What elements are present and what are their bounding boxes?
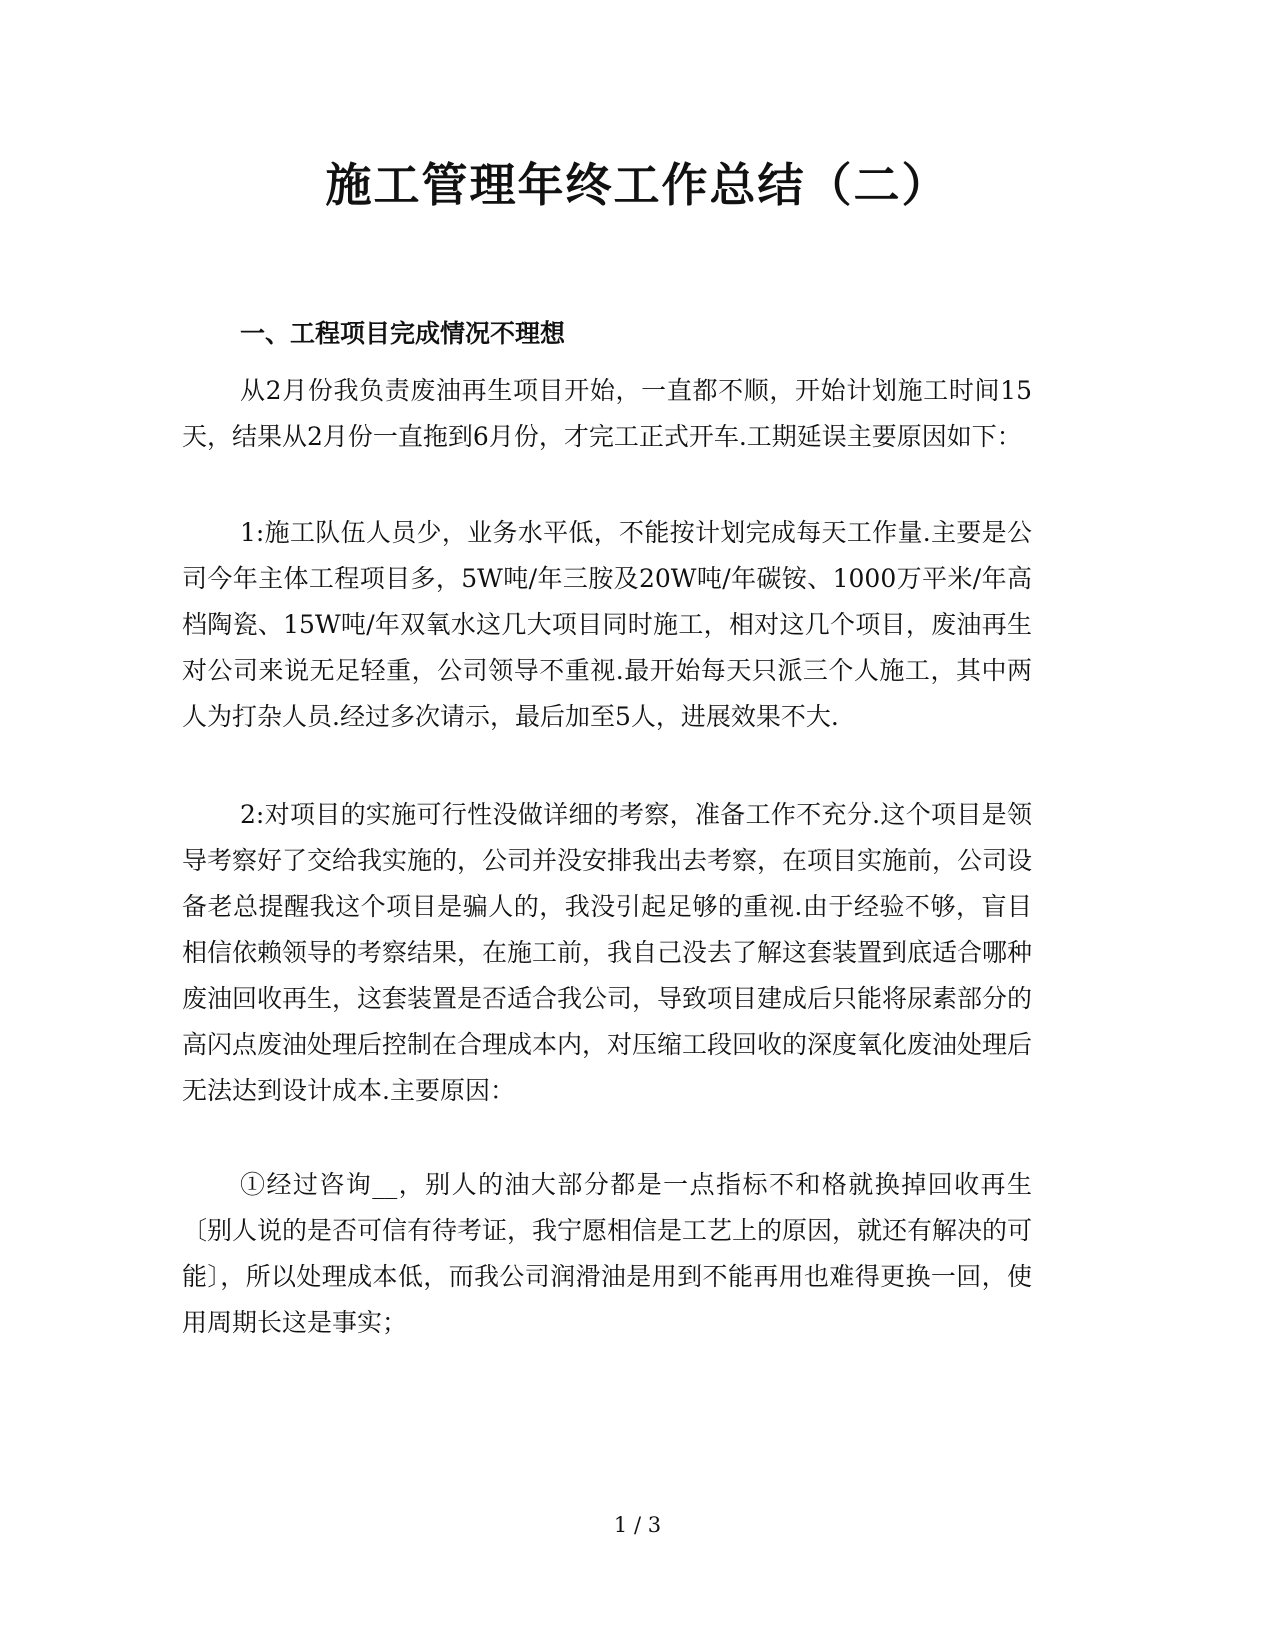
paragraph-sub-reason-1: ①经过咨询__，别人的油大部分都是一点指标不和格就换掉回收再生〔别人说的是否可信有待考证，我宁愿相信是工艺上的原因，就还有解决的可能〕，所以处理成本低，而我公司润滑油是用到不能再用也难得更换一回，使用周期长这是事实；	[182, 1170, 1033, 1337]
page-number: 1 / 3	[613, 1513, 662, 1537]
section-heading: 一、工程项目完成情况不理想	[240, 319, 566, 348]
paragraph-reason-1: 1:施工队伍人员少，业务水平低，不能按计划完成每天工作量.主要是公司今年主体工程项目多，5W吨/年三胺及20W吨/年碳铵、1000万平米/年高档陶瓷、15W吨/年双氧水这几大项目同时施工，相对这几个项目，废油再生对公司来说无足轻重，公司领导不重视.最开始每天只派三个人施工，其中两人为打杂人员.经过多次请示，最后加至5人，进展效果不大.	[182, 518, 1032, 731]
paragraph-reason-2: 2:对项目的实施可行性没做详细的考察，准备工作不充分.这个项目是领导考察好了交给我实施的，公司并没安排我出去考察，在项目实施前，公司设备老总提醒我这个项目是骗人的，我没引起足够的重视.由于经验不够，盲目相信依赖领导的考察结果，在施工前，我自己没去了解这套装置到底适合哪种废油回收再生，这套装置是否适合我公司，导致项目建成后只能将尿素部分的高闪点废油处理后控制在合理成本内，对压缩工段回收的深度氧化废油处理后无法达到设计成本.主要原因：	[182, 800, 1033, 1105]
page-title: 施工管理年终工作总结（二）	[325, 158, 950, 212]
paragraph-intro: 从2月份我负责废油再生项目开始，一直都不顺，开始计划施工时间15天，结果从2月份一直拖到6月份，才完工正式开车.工期延误主要原因如下：	[182, 376, 1032, 451]
